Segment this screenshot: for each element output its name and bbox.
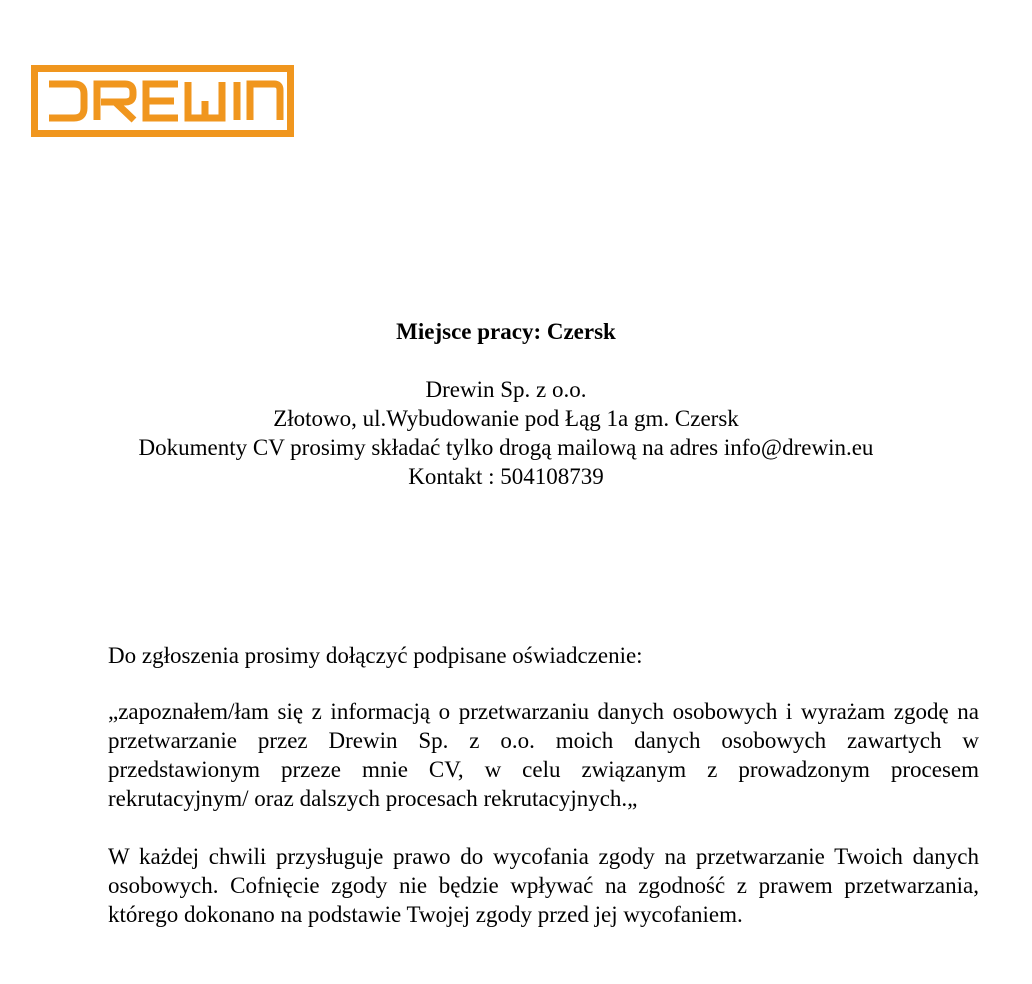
drewin-logo xyxy=(31,65,294,137)
company-name: Drewin Sp. z o.o. xyxy=(425,377,587,402)
intro-paragraph: Do zgłoszenia prosimy dołączyć podpisane oświadczenie: xyxy=(108,643,643,668)
consent-statement: „zapoznałem/łam się z informacją o przetwarzaniu danych osobowych i wyrażam zgodę na przetwarzanie przez Drewin Sp. z o.o. moich danych osobowych zawartych w przedstawionym przeze mnie CV, w celu związanym z prowadzonym procesem rekrutacyjnym/ oraz dalszych procesach rekrutacyjnych.„ xyxy=(108,699,979,811)
withdrawal-notice: W każdej chwili przysługuje prawo do wycofania zgody na przetwarzanie Twoich danych osobowych. Cofnięcie zgody nie będzie wpływać na zgodność z prawem przetwarzania, którego dokonano na podstawie Twojej zgody przed jej wycofaniem. xyxy=(108,844,979,927)
cv-submission-info: Dokumenty CV prosimy składać tylko drogą mailową na adres info@drewin.eu xyxy=(138,435,874,460)
contact-phone: Kontakt : 504108739 xyxy=(408,464,604,489)
logo-letter-w xyxy=(188,82,222,118)
logo-letter-e xyxy=(146,84,178,118)
logo-letter-r xyxy=(97,84,134,120)
logo-letter-d xyxy=(49,84,84,118)
company-contact-block xyxy=(0,375,1012,491)
drewin-logo-graphic xyxy=(31,65,294,137)
page-title: Miejsce pracy: Czersk xyxy=(396,319,616,344)
company-address: Złotowo, ul.Wybudowanie pod Łąg 1a gm. Czersk xyxy=(273,406,739,431)
logo-letter-n xyxy=(250,84,280,120)
